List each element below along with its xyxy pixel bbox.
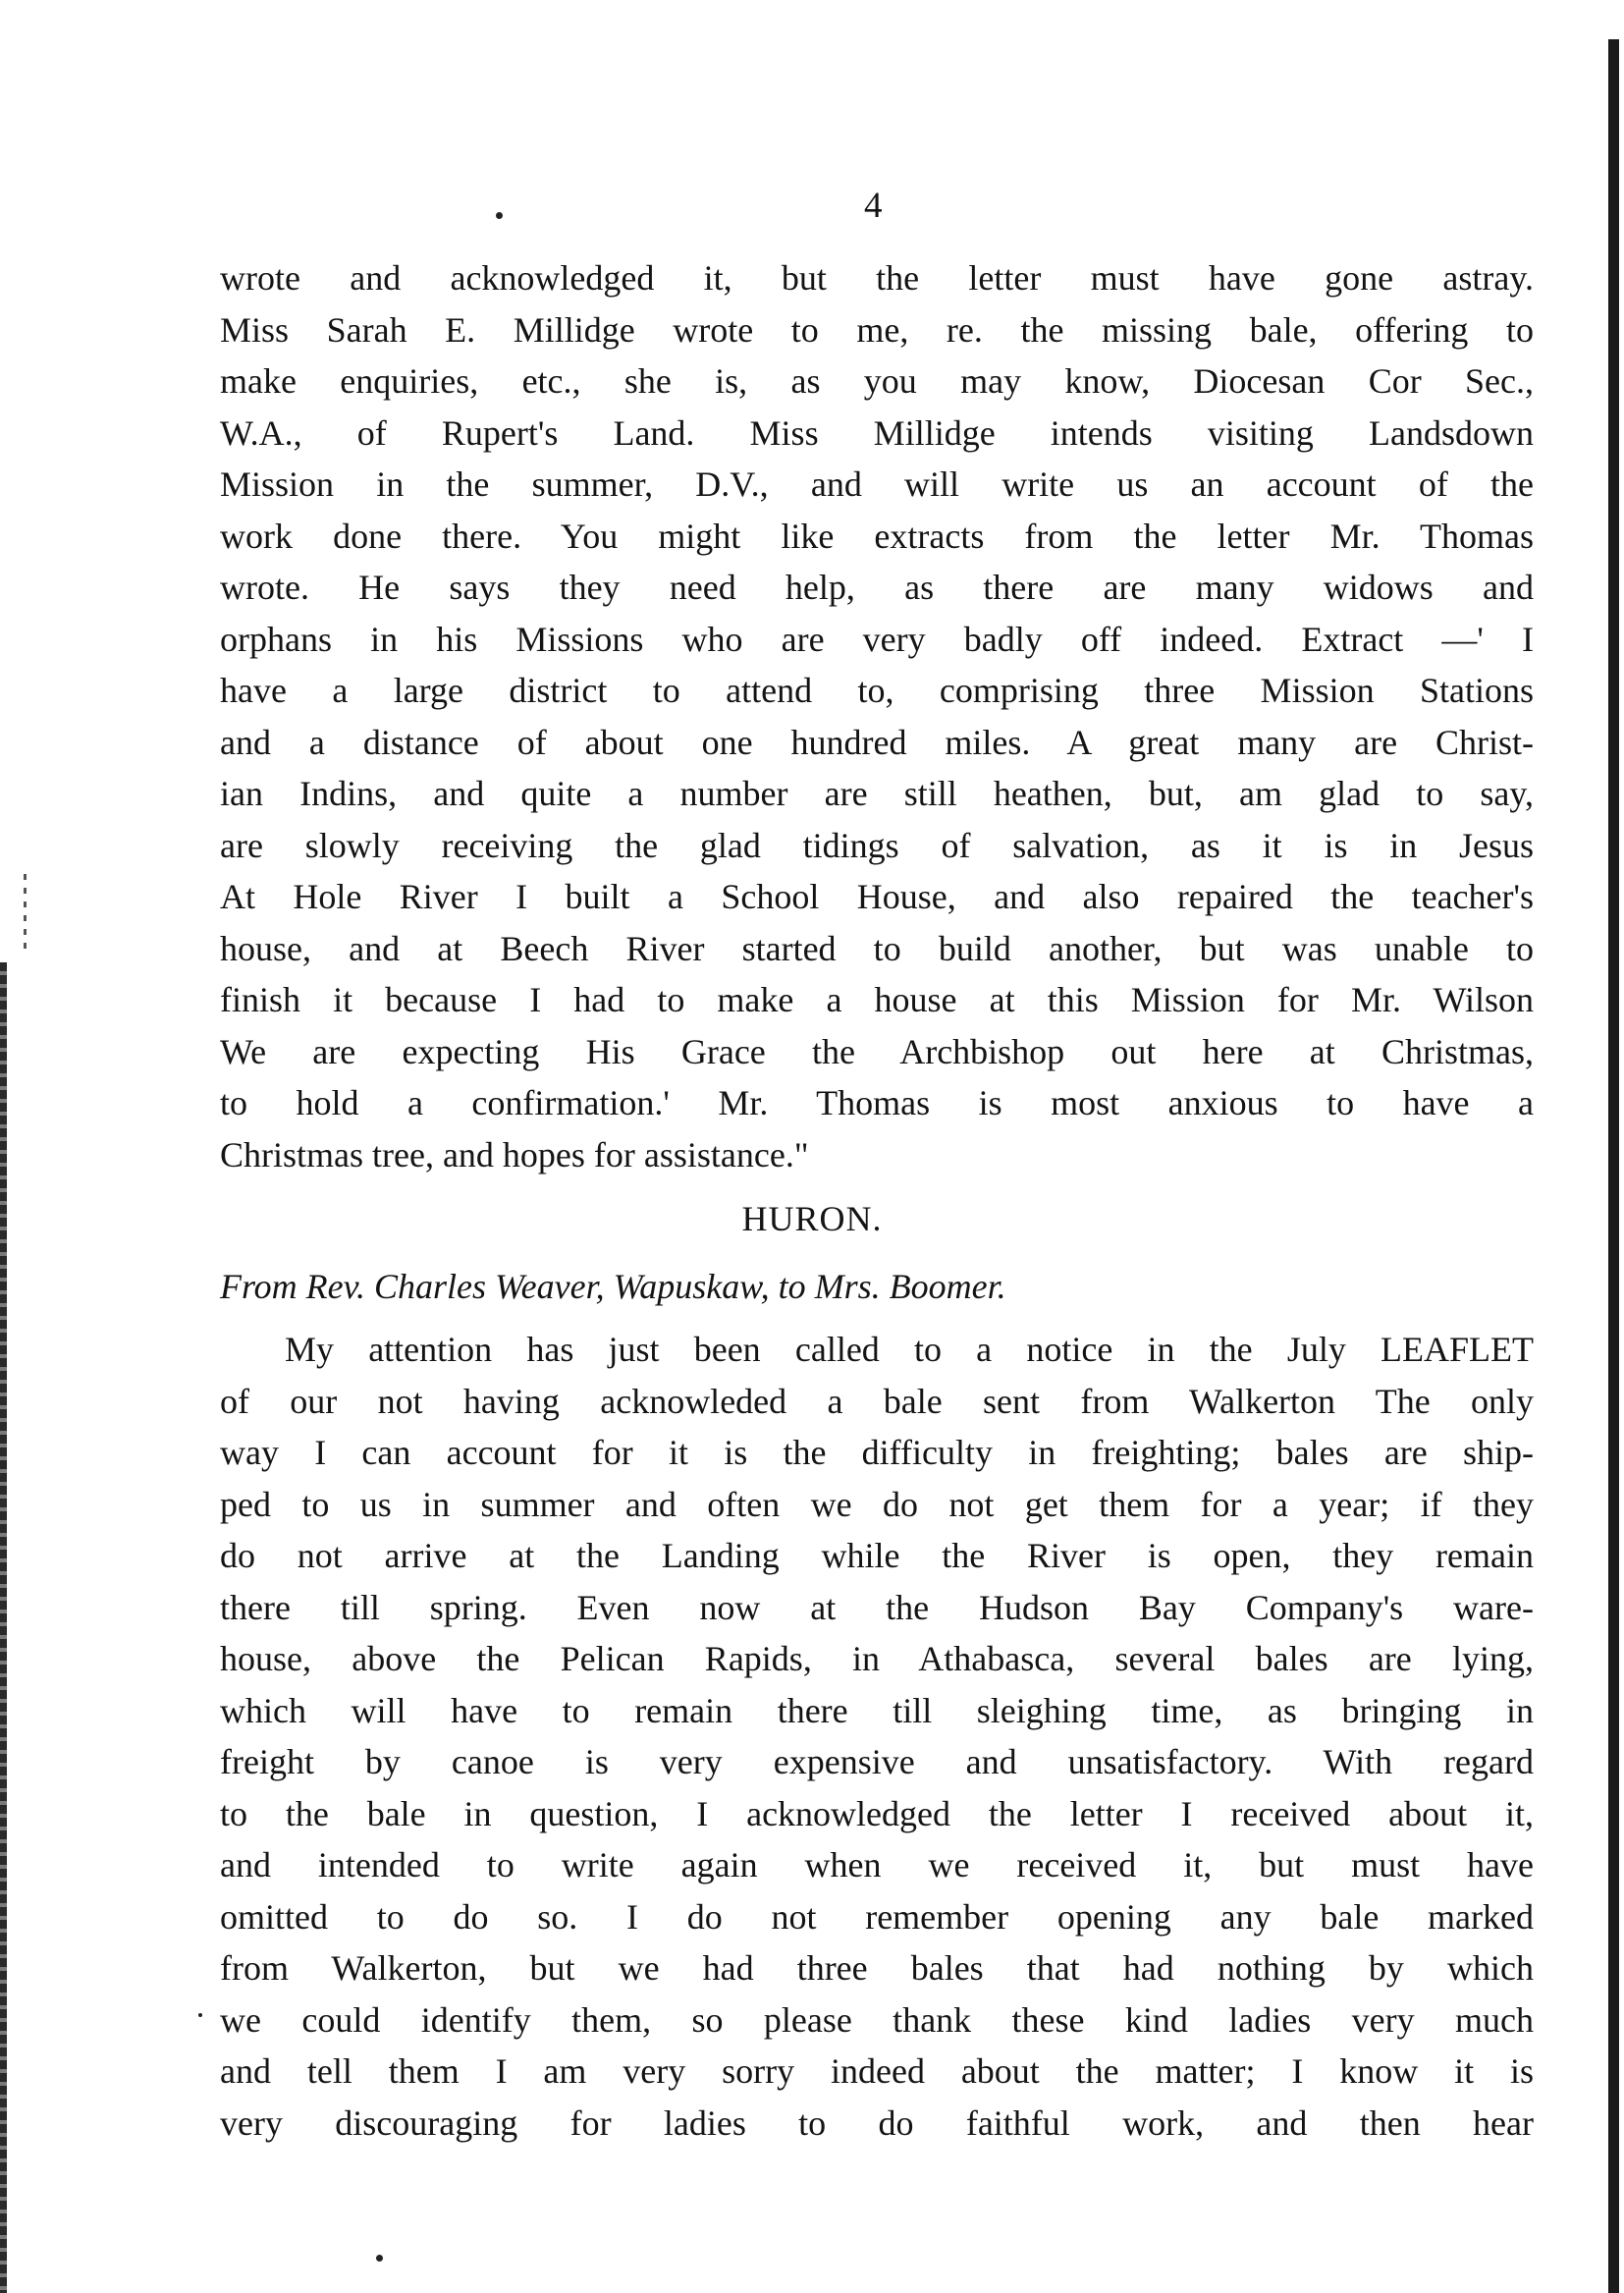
text-line: and tell them I am very sorry indeed about the matter; I know it is (220, 2051, 1534, 2091)
text-line: of our not having acknowleded a bale sent from Walkerton The only (220, 1381, 1534, 1421)
text-line: freight by canoe is very expensive and unsatisfactory. With regard (220, 1742, 1534, 1781)
page-number: 4 (864, 186, 883, 226)
text-line: wrote and acknowledged it, but the letter must have gone astray. (220, 258, 1534, 298)
scan-speck (376, 2255, 383, 2262)
text-line: orphans in his Missions who are very badly off indeed. Extract —' I (220, 619, 1534, 659)
text-line: finish it because I had to make a house at this Mission for Mr. Wilson (220, 980, 1534, 1019)
text-line: we could identify them, so please thank these kind ladies very much (220, 1999, 1534, 2040)
scan-speck (198, 2013, 202, 2017)
letter-byline: From Rev. Charles Weaver, Wapuskaw, to Mrs. Boomer. (220, 1267, 1006, 1306)
text-line: Christmas tree, and hopes for assistance." (220, 1134, 809, 1174)
text-line: from Walkerton, but we had three bales that had nothing by which (220, 1948, 1534, 1988)
text-line: very discouraging for ladies to do faithful work, and then hear (220, 2102, 1534, 2143)
text-line: Miss Sarah E. Millidge wrote to me, re. the missing bale, offering to (220, 309, 1534, 350)
scan-edge-left-marks (24, 874, 27, 953)
text-line: house, and at Beech River started to build another, but was unable to (220, 928, 1534, 968)
text-line: have a large district to attend to, comprising three Mission Stations (220, 671, 1534, 710)
text-line: house, above the Pelican Rapids, in Athabasca, several bales are lying, (220, 1639, 1534, 1678)
text-line: At Hole River I built a School House, and also repaired the teacher's (220, 877, 1534, 916)
scan-speck (496, 212, 503, 219)
text-line: Mission in the summer, D.V., and will write us an account of the (220, 464, 1534, 504)
text-line: My attention has just been called to a notice in the July LEAFLET (285, 1330, 1534, 1369)
paragraph-2 (220, 1324, 1534, 2149)
scan-edge-right (1608, 39, 1619, 2293)
text-line: to hold a confirmation.' Mr. Thomas is most anxious to have a (220, 1083, 1534, 1122)
text-line: We are expecting His Grace the Archbishop out here at Christmas, (220, 1031, 1534, 1071)
text-line: make enquiries, etc., she is, as you may know, Diocesan Cor Sec., (220, 361, 1534, 401)
text-line: and intended to write again when we received it, but must have (220, 1845, 1534, 1884)
text-line: which will have to remain there till sleighing time, as bringing in (220, 1690, 1534, 1730)
section-heading: HURON. (741, 1199, 883, 1238)
text-line: omitted to do so. I do not remember opening any bale marked (220, 1896, 1534, 1937)
text-line: work done there. You might like extracts from the letter Mr. Thomas (220, 516, 1534, 556)
text-line: and a distance of about one hundred miles. A great many are Christ- (220, 722, 1534, 762)
text-line: do not arrive at the Landing while the River is open, they remain (220, 1536, 1534, 1575)
text-line: way I can account for it is the difficulty in freighting; bales are ship- (220, 1433, 1534, 1472)
paragraph-1 (220, 252, 1534, 1180)
scan-edge-left (0, 962, 7, 2293)
text-line: are slowly receiving the glad tidings of salvation, as it is in Jesus (220, 825, 1534, 865)
text-line: to the bale in question, I acknowledged the letter I received about it, (220, 1793, 1534, 1833)
text-line: there till spring. Even now at the Hudson Bay Company's ware- (220, 1587, 1534, 1627)
text-line: W.A., of Rupert's Land. Miss Millidge intends visiting Landsdown (220, 412, 1534, 453)
text-line: wrote. He says they need help, as there are many widows and (220, 568, 1534, 607)
text-line: ped to us in summer and often we do not get them for a year; if they (220, 1484, 1534, 1524)
text-line: ian Indins, and quite a number are still heathen, but, am glad to say, (220, 774, 1534, 813)
